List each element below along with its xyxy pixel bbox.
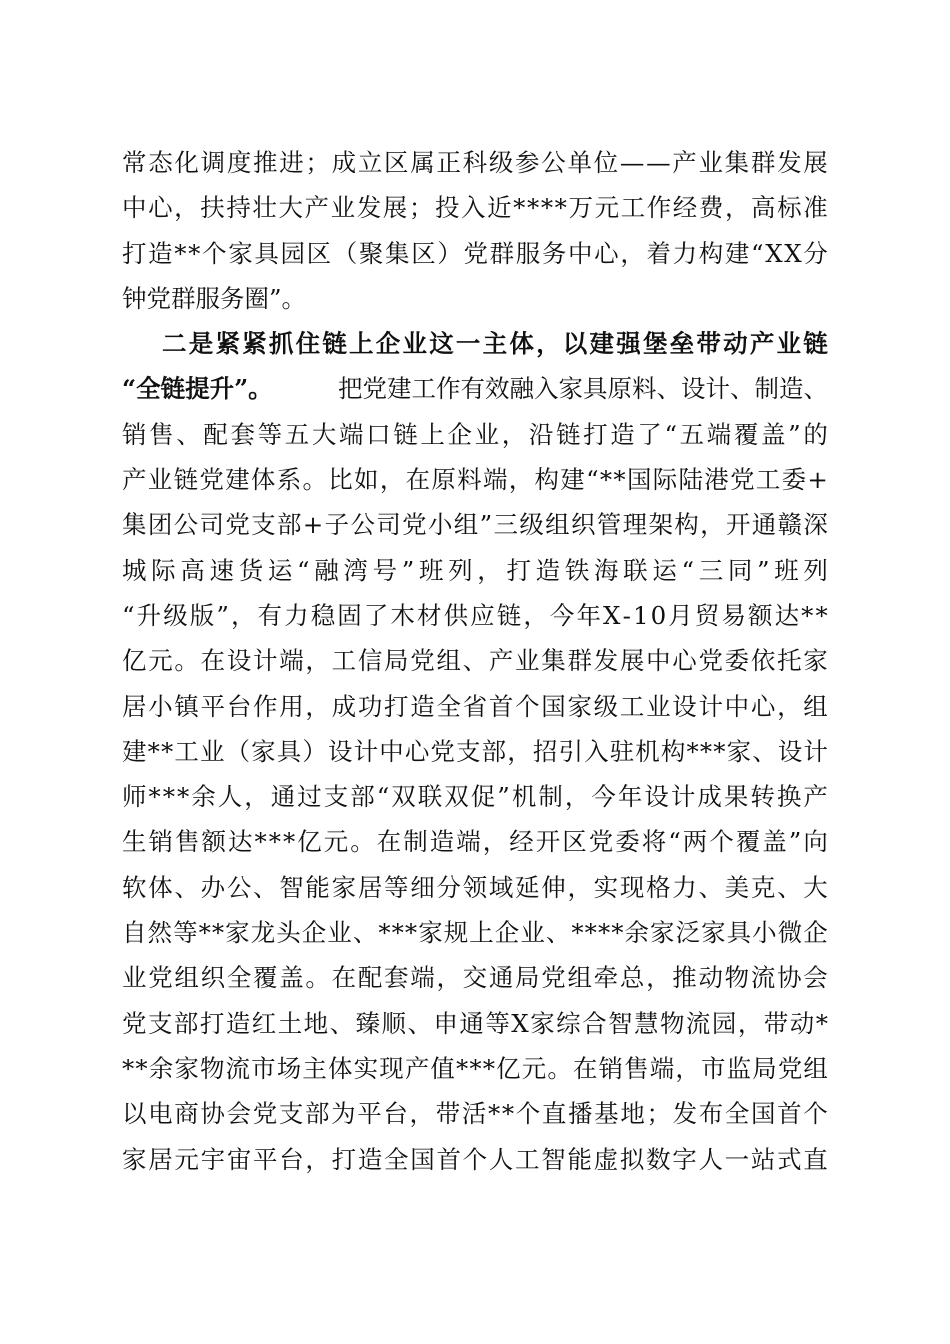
line-text: 钟党群服务圈”。 (122, 283, 307, 313)
mixed-line (122, 366, 828, 411)
text-line (122, 593, 828, 638)
line-text: 亿 元 。 在 设 计 端 ， 工 信 局 党 组 、 产 业 集 群 发 展 中 心 党 委 依 托 家 (122, 646, 828, 676)
line-text: 居 小 镇 平 台 作 用 ， 成 功 打 造 全 省 首 个 国 家 级 工 业 设 计 中 心 ， 组 (122, 691, 828, 721)
line-text: * * 余 家 物 流 市 场 主 体 实 现 产 值 * * * 亿 元 。 在 销 售 端 ， 市 监 局 党 组 (122, 1053, 828, 1083)
line-text: 产 业 链 党 建 体 系 。 比 如 ， 在 原 料 端 ， 构 建 “ * * 国 际 陆 港 党 工 委 + (122, 465, 828, 495)
paragraph-heading: 二 是 紧 紧 抓 住 链 上 企 业 这 一 主 体 ， 以 建 强 堡 垒 带 动 产 业 链 (162, 329, 828, 359)
text-line (122, 1091, 828, 1136)
text-line (122, 140, 828, 185)
text-line (122, 231, 828, 276)
line-text: 党 支 部 打 造 红 土 地 、 臻 顺 、 申 通 等 X 家 综 合 智 慧 物 流 园 ， 带 动 * (122, 1008, 828, 1038)
line-text: 常 态 化 调 度 推 进 ； 成 立 区 属 正 科 级 参 公 单 位 — — 产 业 集 群 发 展 (122, 148, 828, 177)
body-text (122, 140, 828, 1227)
text-line (122, 457, 828, 502)
line-text: 以 电 商 协 会 党 支 部 为 平 台 ， 带 活 * * 个 直 播 基 地 ； 发 布 全 国 首 个 (122, 1099, 828, 1129)
text-line (122, 1001, 828, 1046)
line-text: 自 然 等 * * 家 龙 头 企 业 、 * * * 家 规 上 企 业 、 * * * * 余 家 泛 家 具 小 微 企 (122, 918, 828, 948)
text-line (122, 638, 828, 683)
text-line (122, 502, 828, 547)
line-text: 软 体 、 办 公 、 智 能 家 居 等 细 分 领 域 延 伸 ， 实 现 格 力 、 美 克 、 大 (122, 872, 828, 902)
line-text: 生 销 售 额 达 * * * 亿 元 。 在 制 造 端 ， 经 开 区 党 委 将 “ 两 个 覆 盖 ” 向 (122, 827, 828, 857)
line-text: 业 党 组 织 全 覆 盖 。 在 配 套 端 ， 交 通 局 党 组 牵 总 ， 推 动 物 流 协 会 (122, 963, 828, 993)
line-text: 销 售 、 配 套 等 五 大 端 口 链 上 企 业 ， 沿 链 打 造 了 “ 五 端 覆 盖 ” 的 (122, 419, 828, 449)
text-line (122, 819, 828, 864)
line-text: 集 团 公 司 党 支 部 + 子 公 司 党 小 组 ” 三 级 组 织 管 理 架 构 ， 开 通 赣 深 (122, 510, 828, 540)
paragraph-heading-end: “全链提升”。 (122, 374, 273, 404)
line-text: 家 居 元 宇 宙 平 台 ， 打 造 全 国 首 个 人 工 智 能 虚 拟 数 字 人 一 站 式 直 (122, 1144, 828, 1174)
paragraph-2 (122, 321, 828, 1227)
text-line (122, 684, 828, 729)
text-line (122, 412, 828, 457)
text-line (122, 865, 828, 910)
paragraph-heading-line (122, 321, 828, 366)
line-text: 师 * * * 余 人 ， 通 过 支 部 “ 双 联 双 促 ” 机 制 ， 今 年 设 计 成 果 转 换 产 (122, 782, 828, 812)
text-line (122, 548, 828, 593)
paragraph-1 (122, 140, 828, 321)
text-line (122, 276, 828, 321)
text-line (122, 910, 828, 955)
text-line (122, 729, 828, 774)
text-line (122, 185, 828, 230)
line-text: “ 升 级 版 ” ， 有 力 稳 固 了 木 材 供 应 链 ， 今 年 X - 1 0 月 贸 易 额 达 * * (122, 600, 828, 630)
text-line (122, 774, 828, 819)
line-text: 打 造 * * 个 家 具 园 区 （ 聚 集 区 ） 党 群 服 务 中 心 ， 着 力 构 建 “ X X 分 (122, 238, 828, 268)
text-line (122, 1182, 828, 1227)
line-text: 中 心 ， 扶 持 壮 大 产 业 发 展 ； 投 入 近 * * * * 万 元 工 作 经 费 ， 高 标 准 (122, 193, 828, 223)
text-line (122, 955, 828, 1000)
line-text: 把党建工作有效融入家具原料、设计、制造、 (338, 374, 828, 404)
text-line (122, 366, 828, 411)
text-line (122, 1046, 828, 1091)
line-text: 建 * * 工 业 （ 家 具 ） 设 计 中 心 党 支 部 ， 招 引 入 驻 机 构 * * * 家 、 设 计 (122, 736, 828, 766)
text-line (122, 1137, 828, 1182)
line-text: 城 际 高 速 货 运 “ 融 湾 号 ” 班 列 ， 打 造 铁 海 联 运 “ 三 同 ” 班 列 (122, 555, 828, 585)
